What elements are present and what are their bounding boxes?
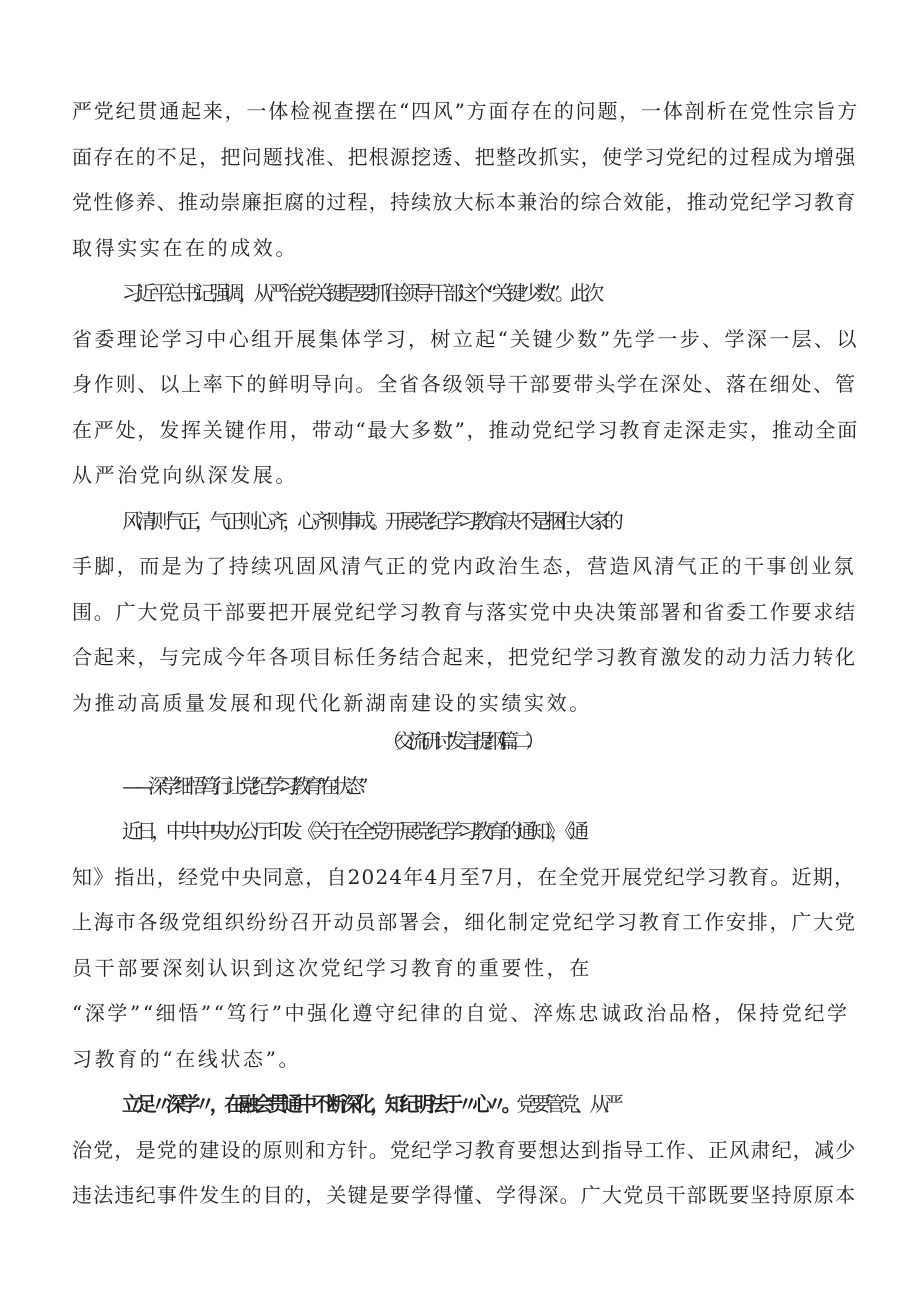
text-line: 党性修养、推动崇廉拒腐的过程，持续放大标本兼治的综合效能，推动党纪学习教育	[72, 190, 857, 214]
text-line-continued: 党要管党、从严	[516, 1092, 619, 1116]
text-line	[122, 1090, 912, 1118]
text-line: 手脚，而是为了持续巩固风清气正的党内政治生态，营造风清气正的干事创业氛	[72, 554, 856, 578]
text-line: 省委理论学习中心组开展集体学习，树立起“关键少数”先学一步、学深一层、以	[72, 327, 859, 351]
text-line: 围。广大党员干部要把开展党纪学习教育与落实党中央决策部署和省委工作要求结	[72, 600, 857, 624]
text-line: 习教育的“在线状态”。	[72, 1047, 302, 1071]
text-line: 违法违纪事件发生的目的，关键是要学得懂、学得深。广大党员干部既要坚持原原本	[72, 1183, 857, 1207]
text-line: 面存在的不足，把问题找准、把根源挖透、把整改抓实，使学习党纪的过程成为增强	[72, 145, 857, 169]
text-line: 从严治党向纵深发展。	[72, 463, 298, 487]
text-line: 近日，中共中央办公厅印发《关于在全党开展党纪学习教育的通知》，《通	[122, 819, 584, 843]
bold-lead-phrase: 立足〃深学〃，在融会贯通中不断深化，知纪明法于〃心〃。	[122, 1092, 517, 1116]
text-line: 治党，是党的建设的原则和方针。党纪学习教育要想达到指导工作、正风肃纪，减少	[72, 1138, 857, 1162]
text-line: 为推动高质量发展和现代化新湖南建设的实绩实效。	[72, 691, 592, 715]
text-line: 上海市各级党组织纷纷召开动员部署会，细化制定党纪学习教育工作安排，广大党	[72, 910, 857, 934]
text-line: 知》指出，经党中央同意，自2024年4月至7月，在全党开展党纪学习教育。近期，	[72, 865, 856, 889]
text-line: 员干部要深刻认识到这次党纪学习教育的重要性，在	[72, 956, 592, 980]
text-line: 在严处，发挥关键作用，带动“最大多数”，推动党纪学习教育走深走实，推动全面	[72, 418, 860, 442]
text-line: 取得实实在在的成效。	[72, 236, 298, 260]
text-line: 习近平总书记强调，从严治党关键是要抓住领导干部这个“关键少数”。此次	[122, 281, 599, 305]
text-line: 合起来，与完成今年各项目标任务结合起来，把党纪学习教育激发的动力活力转化	[72, 645, 857, 669]
text-line: “深学”“细悟”“笃行”中强化遵守纪律的自觉、淬炼忠诚政治品格，保持党纪学	[72, 1001, 850, 1025]
text-line: 身作则、以上率下的鲜明导向。全省各级领导干部要带头学在深处、落在细处、管	[72, 372, 857, 396]
section-heading: （交流研讨发言提纲篇二）	[382, 729, 538, 753]
section-subtitle: ——深学细悟笃行让党纪学习教育"在状态”	[122, 774, 362, 798]
text-line: 风清则气正，气正则心齐，心齐则事成。开展党纪学习教育决不是捆住大家的	[122, 509, 619, 533]
text-line: 严党纪贯通起来，一体检视查摆在“四风”方面存在的问题，一体剖析在党性宗旨方	[72, 99, 860, 123]
